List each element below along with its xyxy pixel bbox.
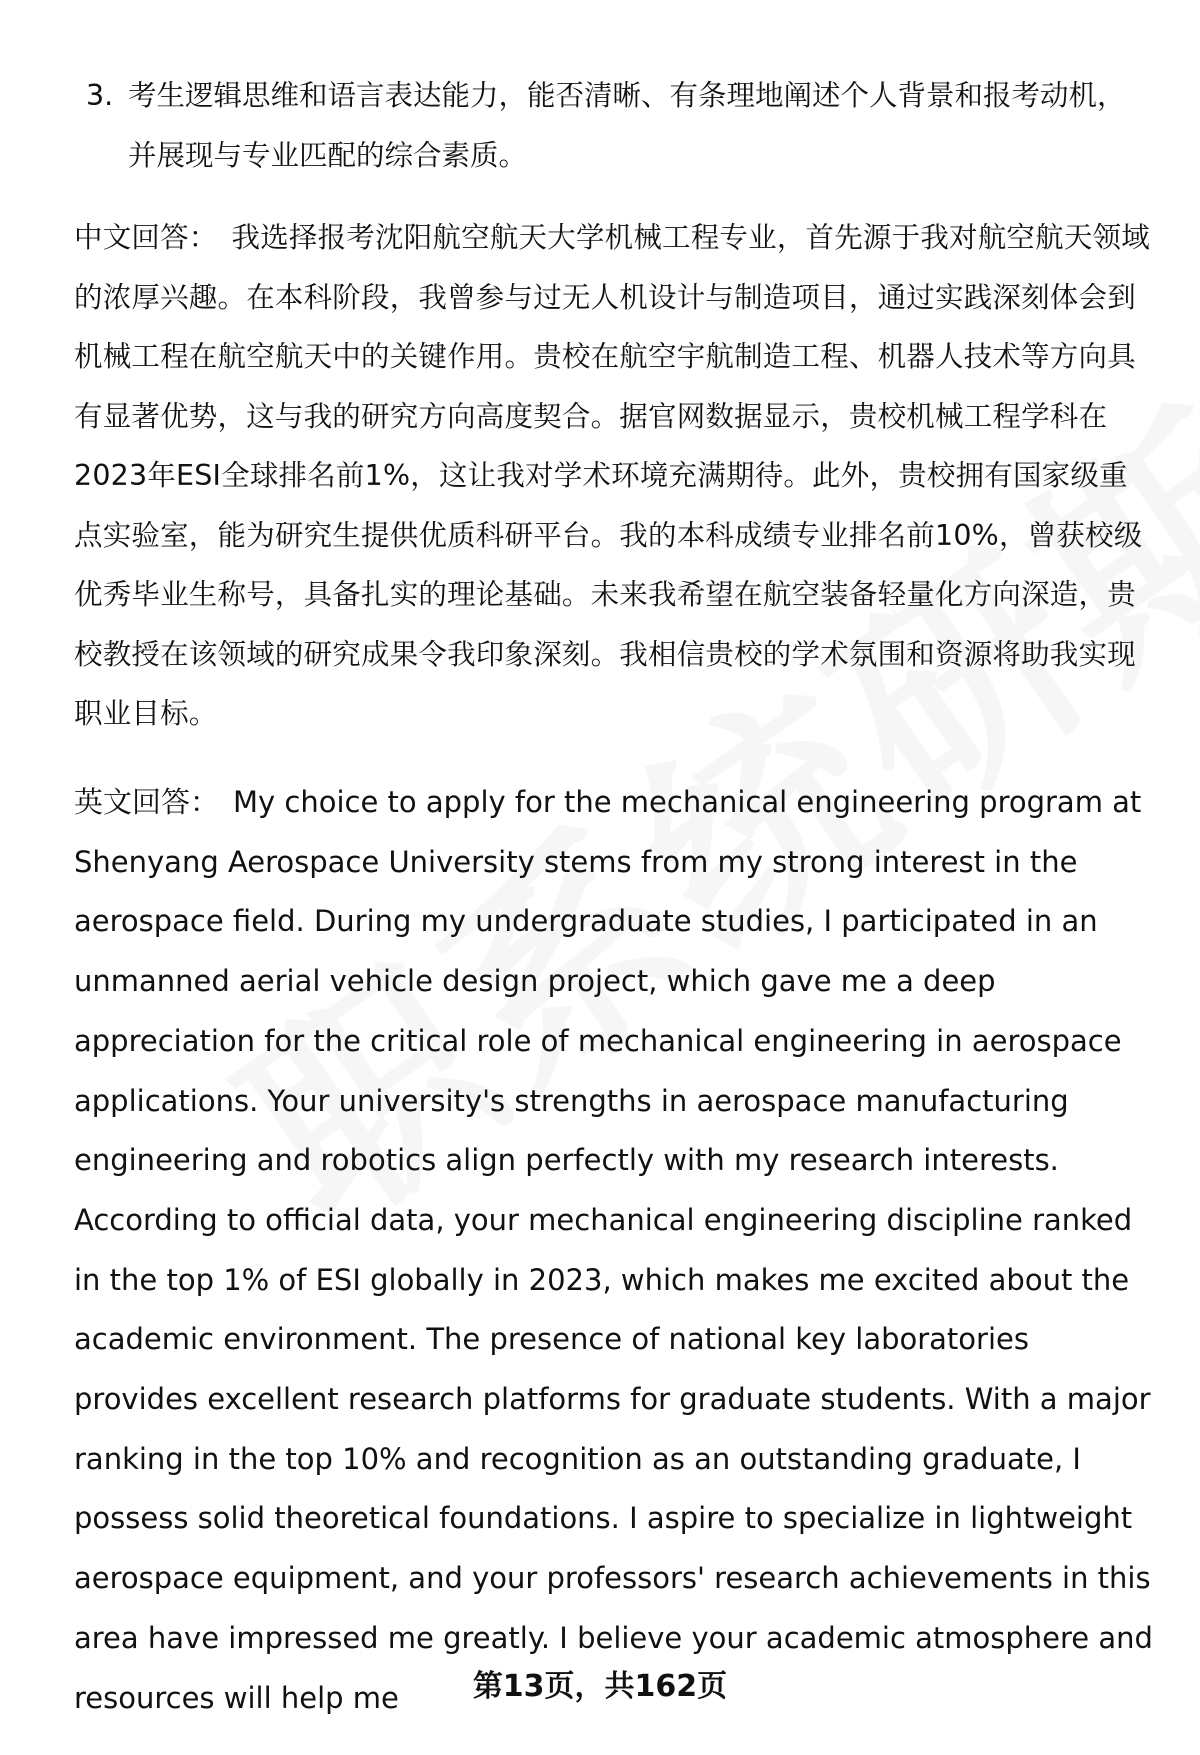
chinese-answer-text: 我选择报考沈阳航空航天大学机械工程专业，首先源于我对航空航天领域的浓厚兴趣。在本科阶段，我曾参与过无人机设计与制造项目，通过实践深刻体会到机械工程在航空航天中的关键作用。贵校在航空宇航制造工程、机器人技术等方向具有显著优势，这与我的研究方向高度契合。据官网数据显示，贵校机械工程学科在2023年ESI全球排名前1%，这让我对学术环境充满期待。此外，贵校拥有国家级重点实验室，能为研究生提供优质科研平台。我的本科成绩专业排名前10%，曾获校级优秀毕业生称号，具备扎实的理论基础。未来我希望在航空装备轻量化方向深造，贵校教授在该领域的研究成果令我印象深刻。我相信贵校的学术氛围和资源将助我实现职业目标。 — [74, 221, 1150, 730]
page-number-footer: 第13页，共162页 — [472, 1669, 728, 1704]
english-answer-label: 英文回答： — [74, 785, 220, 819]
english-answer-text: My choice to apply for the mechanical engineering program at Shenyang Aerospace University stems from my strong interest in the aerospace field. During my undergraduate studies, I participated in an unmanned aerial vehicle design project, which gave me a deep appreciation for the critical role of mechanical engineering in aerospace applications. Your university's strengths in aerospace manufacturing engineering and robotics align perfectly with my research interests. According to official data, your mechanical engineering discipline ranked in the top 1% of ESI globally in 2023, which makes me excited about the academic environment. The presence of national key laboratories provides excellent research platforms for graduate students. With a major ranking in the top 10% and recognition as an outstanding graduate, I possess solid theoretical foundations. I aspire to specialize in lightweight aerospace equipment, and your professors' research achievements in this area have impressed me greatly. I believe your academic atmosphere and resources will help me — [74, 785, 1153, 1715]
question-number: 3. — [86, 79, 114, 112]
question-item-3 — [86, 66, 1146, 186]
question-text: 考生逻辑思维和语言表达能力，能否清晰、有条理地阐述个人背景和报考动机，并展现与专业匹配的综合素质。 — [128, 79, 1126, 172]
chinese-answer-label: 中文回答： — [74, 221, 218, 254]
chinese-answer-paragraph — [74, 208, 1156, 744]
english-answer-paragraph — [74, 773, 1156, 1728]
